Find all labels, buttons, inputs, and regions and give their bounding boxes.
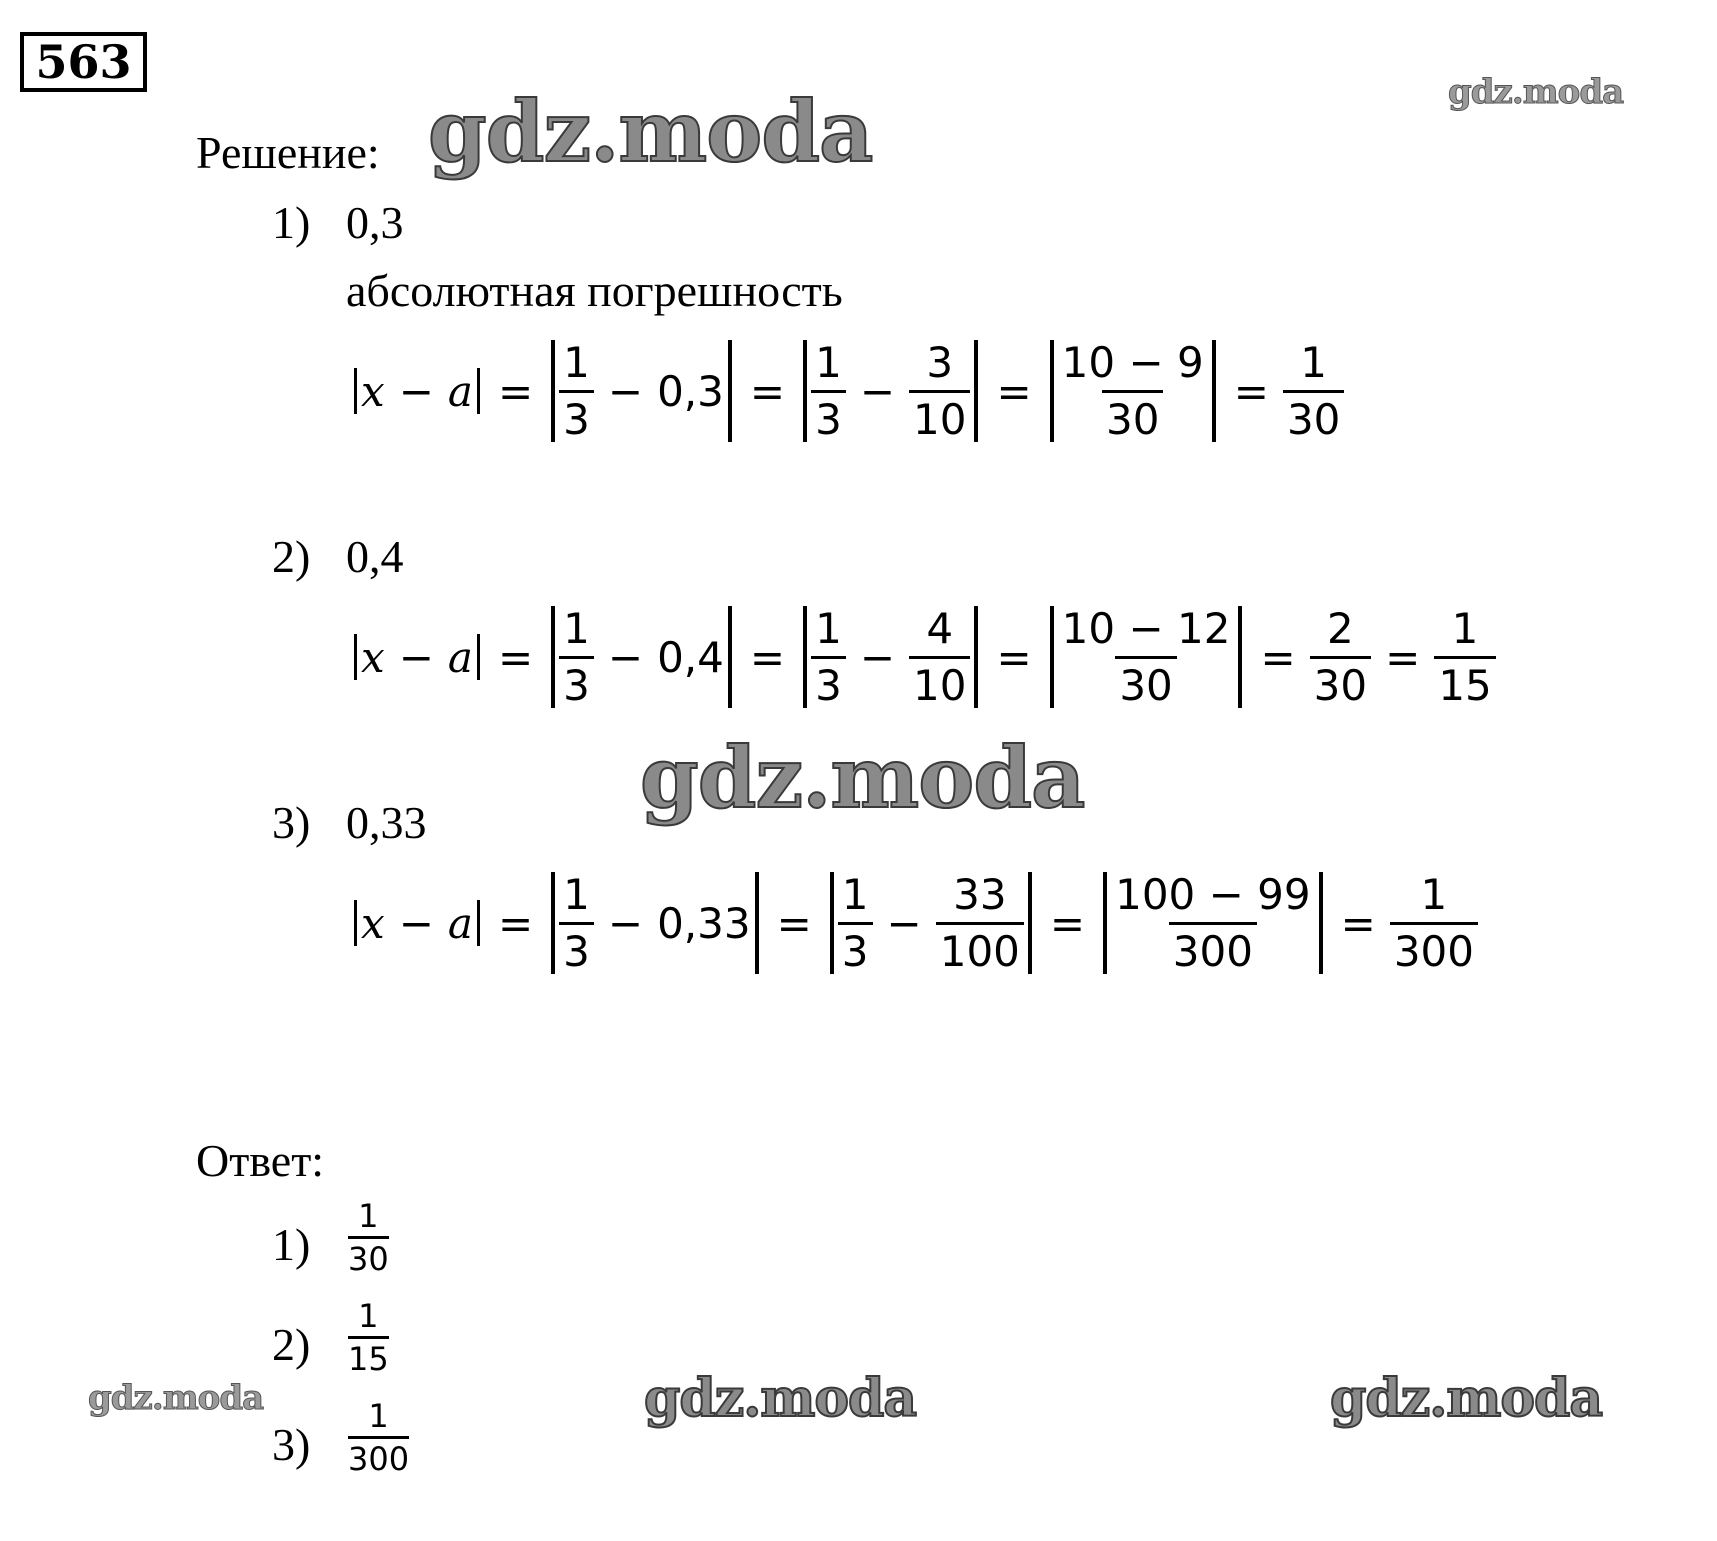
fraction: $\frac{1}{3}$ xyxy=(559,608,594,707)
minus-sign: − xyxy=(398,366,434,416)
var-x: x xyxy=(361,898,385,948)
equals-sign: = xyxy=(497,366,534,416)
watermark-top: gdz.moda xyxy=(428,82,873,181)
item-3-equation xyxy=(350,869,1478,976)
abs-bar xyxy=(477,368,480,414)
abs-bar xyxy=(974,340,978,442)
var-a: a xyxy=(447,632,473,682)
abs-bar xyxy=(1319,872,1323,974)
fraction: $\frac{3}{10}$ xyxy=(909,342,970,441)
minus-sign: − xyxy=(607,632,644,682)
answer-2-number: 2) xyxy=(272,1319,311,1370)
abs-bar xyxy=(354,900,357,946)
var-x: x xyxy=(361,366,385,416)
abs-bar xyxy=(728,340,732,442)
equals-sign: = xyxy=(776,898,812,948)
item-1-number: 1) xyxy=(272,197,311,248)
abs-bar xyxy=(551,606,555,708)
fraction: $\frac{10 - 9}{30}$ xyxy=(1061,337,1204,444)
watermark-bottom-right: gdz.moda xyxy=(1330,1368,1603,1429)
abs-bar xyxy=(551,340,555,442)
var-x: x xyxy=(361,632,385,682)
fraction-result: $\frac{1}{30}$ xyxy=(1283,342,1344,441)
equals-sign: = xyxy=(749,366,786,416)
watermark-middle: gdz.moda xyxy=(640,728,1085,827)
equals-sign: = xyxy=(1260,632,1296,682)
abs-bar xyxy=(1050,340,1054,442)
abs-bar xyxy=(803,606,807,708)
fraction: $\frac{4}{10}$ xyxy=(909,608,970,707)
task-number: 563 xyxy=(20,32,147,92)
abs-bar xyxy=(1212,340,1216,442)
decimal-value: 0,4 xyxy=(657,632,724,682)
fraction: $\frac{1}{3}$ xyxy=(811,608,846,707)
equals-sign: = xyxy=(497,898,534,948)
item-1-note: абсолютная погрешность xyxy=(346,265,843,316)
answer-2-fraction: $\frac{1}{15}$ xyxy=(348,1297,389,1378)
fraction: $\frac{1}{3}$ xyxy=(559,342,594,441)
fraction: $\frac{2}{30}$ xyxy=(1310,608,1371,707)
item-2-number: 2) xyxy=(272,531,311,582)
item-3-value: 0,33 xyxy=(346,797,427,848)
abs-bar xyxy=(1050,606,1054,708)
watermark-top-right: gdz.moda xyxy=(1448,72,1624,112)
equals-sign: = xyxy=(1385,632,1421,682)
abs-bar xyxy=(830,872,834,974)
item-2-equation xyxy=(350,603,1496,710)
fraction: $\frac{1}{3}$ xyxy=(811,342,846,441)
abs-bar xyxy=(1103,872,1107,974)
item-3-number: 3) xyxy=(272,797,311,848)
abs-bar xyxy=(1028,872,1032,974)
answer-3-fraction: $\frac{1}{300}$ xyxy=(348,1397,410,1478)
equals-sign: = xyxy=(996,632,1032,682)
abs-bar xyxy=(477,634,480,680)
abs-bar xyxy=(728,606,732,708)
solution-label: Решение: xyxy=(196,127,380,178)
equals-sign: = xyxy=(749,632,786,682)
watermark-bottom-left: gdz.moda xyxy=(88,1378,264,1418)
answer-3-number: 3) xyxy=(272,1419,311,1470)
answer-1-number: 1) xyxy=(272,1219,311,1270)
minus-sign: − xyxy=(607,898,644,948)
abs-bar xyxy=(354,368,357,414)
watermark-bottom-center: gdz.moda xyxy=(644,1368,917,1429)
var-a: a xyxy=(447,366,473,416)
minus-sign: − xyxy=(859,632,896,682)
minus-sign: − xyxy=(859,366,896,416)
decimal-value: 0,33 xyxy=(657,898,751,948)
equals-sign: = xyxy=(497,632,534,682)
var-a: a xyxy=(447,898,473,948)
equals-sign: = xyxy=(1340,898,1376,948)
minus-sign: − xyxy=(398,632,434,682)
answer-1-fraction: $\frac{1}{30}$ xyxy=(348,1197,389,1278)
abs-bar xyxy=(755,872,759,974)
fraction: $\frac{10 - 12}{30}$ xyxy=(1061,603,1231,710)
item-1-value: 0,3 xyxy=(346,197,404,248)
answer-label: Ответ: xyxy=(196,1135,325,1186)
item-1-equation xyxy=(350,337,1344,444)
minus-sign: − xyxy=(886,898,922,948)
fraction: $\frac{100 - 99}{300}$ xyxy=(1115,869,1311,976)
abs-bar xyxy=(551,872,555,974)
equals-sign: = xyxy=(1233,366,1269,416)
item-2-value: 0,4 xyxy=(346,531,404,582)
abs-bar xyxy=(803,340,807,442)
abs-bar xyxy=(974,606,978,708)
abs-bar xyxy=(354,634,357,680)
equals-sign: = xyxy=(1049,898,1086,948)
abs-bar xyxy=(1238,606,1242,708)
minus-sign: − xyxy=(398,898,434,948)
fraction-result: $\frac{1}{300}$ xyxy=(1390,874,1478,973)
fraction: $\frac{33}{100}$ xyxy=(936,874,1024,973)
fraction: $\frac{1}{3}$ xyxy=(559,874,594,973)
fraction-result: $\frac{1}{15}$ xyxy=(1434,608,1495,707)
decimal-value: 0,3 xyxy=(657,366,724,416)
equals-sign: = xyxy=(996,366,1032,416)
abs-bar xyxy=(477,900,480,946)
fraction: $\frac{1}{3}$ xyxy=(838,874,873,973)
minus-sign: − xyxy=(607,366,644,416)
